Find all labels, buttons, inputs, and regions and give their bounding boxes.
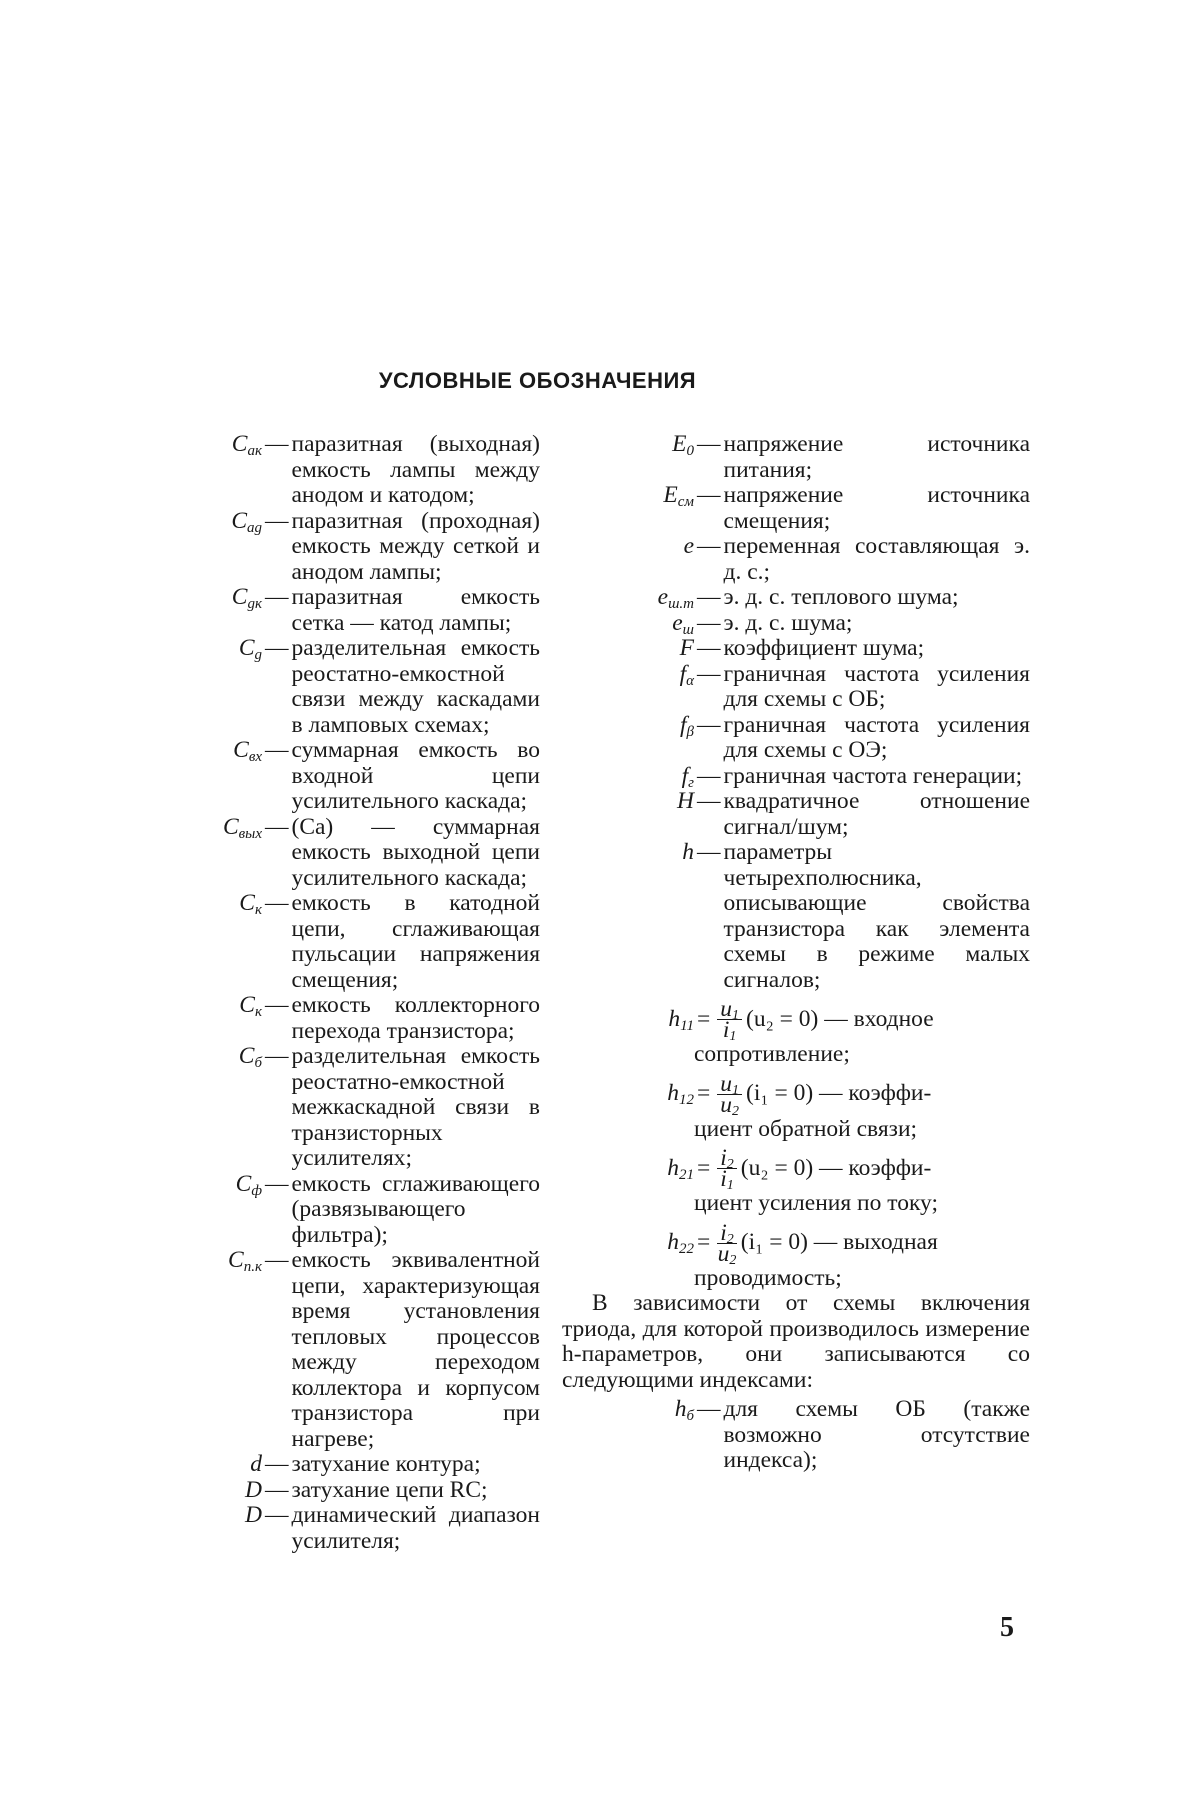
- notation-entry: [560, 713, 1030, 764]
- dash: —: [265, 1451, 289, 1477]
- formula-lhs: $h_{21}$: [667, 1154, 694, 1183]
- notation-description: емкость эквивалентной цепи, характеризующая время установления тепловых процессов между переходом коллектора и корпусом транзистора при нагреве;: [291, 1247, 540, 1452]
- notation-description: паразитная (проходная) емкость между сеткой и анодом лампы;: [291, 507, 540, 585]
- notation-symbol: $C_{п.к}$: [228, 1247, 262, 1275]
- dash: —: [265, 584, 289, 610]
- equals-sign: =: [697, 1229, 711, 1256]
- formula-condition: (i₁ = 0) — выходная: [740, 1229, 938, 1256]
- notation-description: граничная частота генерации;: [723, 762, 1023, 789]
- notation-description: разделительная емкость реостатно-емкостной связи между каскадами в ламповых схемах;: [291, 635, 540, 738]
- body-paragraph: В зависимости от схемы включения триода, для которой производилось измерение h-параметров, они записываются со следующими индексами:: [562, 1290, 1030, 1393]
- notation-symbol: $C_б$: [238, 1043, 262, 1071]
- notation-symbol: D: [245, 1476, 262, 1503]
- notation-description: емкость сглаживающего (развязывающего фильтра);: [291, 1170, 540, 1248]
- notation-entry: [560, 636, 1030, 662]
- notation-entry: [160, 993, 540, 1044]
- notation-description: напряжение источника смещения;: [723, 482, 1030, 534]
- notation-entry: [160, 815, 540, 892]
- notation-symbol: $f_\alpha$: [679, 660, 694, 689]
- fraction: [717, 996, 742, 1044]
- dash: —: [697, 762, 721, 789]
- notation-entry: [560, 1397, 1030, 1474]
- notation-description: затухание контура;: [291, 1451, 481, 1477]
- notation-symbol: d: [250, 1451, 262, 1477]
- dash: —: [265, 1247, 289, 1273]
- formula-h22: [560, 1219, 1030, 1268]
- notation-description: разделительная емкость реостатно-емкостной межкаскадной связи в транзисторных усилителях;: [291, 1043, 540, 1171]
- notation-description: параметры четырехполюсника, описывающие свойства транзистора как элемента схемы в режиме малых сигналов;: [723, 839, 1030, 993]
- notation-entry: [160, 1503, 540, 1554]
- dash: —: [265, 635, 289, 661]
- notation-symbol: D: [245, 1502, 262, 1528]
- fraction-numerator: $i_2$: [717, 1148, 737, 1169]
- dash: —: [697, 635, 721, 661]
- left-column: [160, 432, 540, 1554]
- notation-symbol: $C_g$: [238, 635, 262, 663]
- dash: —: [697, 660, 721, 687]
- dash: —: [265, 507, 289, 534]
- notation-description: э. д. с. теплового шума;: [723, 584, 959, 610]
- dash: —: [265, 1502, 289, 1528]
- notation-entry: [560, 764, 1030, 790]
- notation-entry: [560, 611, 1030, 637]
- fraction: [717, 1145, 737, 1193]
- notation-entry: [160, 585, 540, 636]
- formula-lhs: $h_{12}$: [667, 1080, 694, 1109]
- dash: —: [265, 737, 289, 763]
- formula-h12: [560, 1070, 1030, 1119]
- notation-symbol: $C_к$: [239, 890, 262, 918]
- dash: —: [265, 813, 289, 840]
- notation-description: э. д. с. шума;: [723, 609, 853, 636]
- fraction-denominator: $i_1$: [722, 1017, 737, 1044]
- notation-symbol: $C_{gк}$: [231, 584, 262, 612]
- formula-condition: (i₁ = 0) — коэффи-: [746, 1080, 932, 1107]
- notation-description: паразитная (выходная) емкость лампы между анодом и катодом;: [291, 431, 540, 508]
- equals-sign: =: [697, 1005, 711, 1032]
- formula-h21: [560, 1145, 1030, 1193]
- notation-entry: [160, 509, 540, 586]
- notation-symbol: $E_{см}$: [663, 482, 694, 510]
- notation-symbol: $C_{вых}$: [222, 813, 262, 842]
- equals-sign: =: [697, 1080, 711, 1107]
- notation-symbol: $C_{ак}$: [231, 431, 262, 459]
- formula-h11: [560, 996, 1030, 1044]
- notation-symbol: $e_ш$: [672, 609, 694, 638]
- fraction-denominator: $u_2$: [720, 1091, 740, 1119]
- notation-symbol: H: [677, 788, 694, 814]
- page-number: 5: [1000, 1612, 1014, 1643]
- dash: —: [265, 992, 289, 1018]
- notation-description: емкость в катодной цепи, сглаживающая пульсации напряжения смещения;: [291, 890, 540, 993]
- dash: —: [697, 431, 721, 457]
- notation-description: напряжение источника питания;: [723, 431, 1030, 483]
- notation-description: коэффициент шума;: [723, 635, 925, 661]
- notation-description: (Ca) — суммарная емкость выходной цепи усилительного каскада;: [291, 813, 540, 891]
- fraction-numerator: $u_1$: [717, 999, 742, 1020]
- dash: —: [697, 609, 721, 636]
- notation-description: емкость коллекторного перехода транзистора;: [291, 992, 540, 1044]
- dash: —: [697, 533, 721, 559]
- notation-symbol: h: [682, 839, 694, 865]
- notation-entry: [160, 1248, 540, 1452]
- notation-entry: [560, 534, 1030, 585]
- notation-symbol: $h_б$: [674, 1396, 694, 1424]
- fraction: [717, 1070, 742, 1119]
- notation-entry: [560, 585, 1030, 611]
- notation-description: для схемы ОБ (также возможно отсутствие индекса);: [723, 1396, 1030, 1473]
- notation-entry: [160, 1478, 540, 1504]
- dash: —: [697, 482, 721, 508]
- notation-symbol: $C_к$: [239, 992, 262, 1020]
- notation-entry: [560, 840, 1030, 993]
- notation-entry: [560, 789, 1030, 840]
- notation-symbol: F: [679, 635, 694, 661]
- equals-sign: =: [697, 1154, 711, 1181]
- notation-symbol: $e_{ш.т}$: [657, 584, 694, 612]
- fraction-denominator: $i_1$: [720, 1166, 734, 1193]
- notation-entry: [160, 1044, 540, 1172]
- notation-description: суммарная емкость во входной цепи усилительного каскада;: [291, 737, 540, 814]
- notation-description: переменная составляющая э. д. с.;: [723, 533, 1030, 585]
- notation-entry: [560, 662, 1030, 713]
- dash: —: [697, 711, 721, 738]
- formula-condition: (u₂ = 0) — коэффи-: [740, 1154, 932, 1181]
- formula-lhs: $h_{22}$: [667, 1229, 694, 1258]
- notation-description: граничная частота усиления для схемы с ОБ;: [723, 660, 1030, 712]
- dash: —: [265, 890, 289, 916]
- dash: —: [265, 1043, 289, 1069]
- notation-symbol: $f_г$: [681, 762, 694, 791]
- notation-symbol: e: [683, 533, 694, 559]
- notation-description: граничная частота усиления для схемы с ОЭ;: [723, 711, 1030, 763]
- notation-description: затухание цепи RC;: [291, 1476, 488, 1503]
- notation-entry: [160, 891, 540, 993]
- formula-condition: (u₂ = 0) — входное: [746, 1005, 934, 1032]
- notation-entry: [560, 432, 1030, 483]
- fraction: [717, 1219, 737, 1268]
- formula-continuation: циент усиления по току;: [694, 1190, 939, 1216]
- notation-entry: [160, 1172, 540, 1249]
- formula-lhs: $h_{11}$: [668, 1005, 694, 1034]
- fraction-numerator: $u_1$: [717, 1074, 742, 1095]
- page-title: УСЛОВНЫЕ ОБОЗНАЧЕНИЯ: [378, 368, 697, 393]
- notation-description: динамический диапазон усилителя;: [291, 1502, 540, 1554]
- formula-continuation: проводимость;: [694, 1264, 842, 1291]
- notation-description: квадратичное отношение сигнал/шум;: [723, 788, 1030, 840]
- notation-entry: [160, 636, 540, 738]
- dash: —: [697, 839, 721, 865]
- dash: —: [265, 1476, 289, 1503]
- notation-entry: [160, 432, 540, 509]
- notation-entry: [160, 738, 540, 815]
- formula-continuation: сопротивление;: [694, 1041, 850, 1067]
- fraction-numerator: $i_2$: [717, 1223, 737, 1244]
- dash: —: [265, 431, 289, 457]
- fraction-denominator: $u_2$: [717, 1240, 737, 1268]
- notation-entry: [560, 483, 1030, 534]
- notation-symbol: $C_{вх}$: [233, 737, 262, 765]
- notation-symbol: $f_\beta$: [679, 711, 694, 740]
- dash: —: [265, 1170, 289, 1197]
- notation-symbol: $C_ф$: [235, 1170, 262, 1199]
- notation-entry: [160, 1452, 540, 1478]
- dash: —: [697, 584, 721, 610]
- dash: —: [697, 1396, 721, 1422]
- notation-symbol: $E_0$: [672, 431, 694, 459]
- formula-continuation: циент обратной связи;: [694, 1115, 918, 1142]
- notation-description: паразитная емкость сетка — катод лампы;: [291, 584, 540, 636]
- notation-symbol: $C_{ag}$: [231, 507, 262, 536]
- right-column: [560, 432, 1030, 1474]
- dash: —: [697, 788, 721, 814]
